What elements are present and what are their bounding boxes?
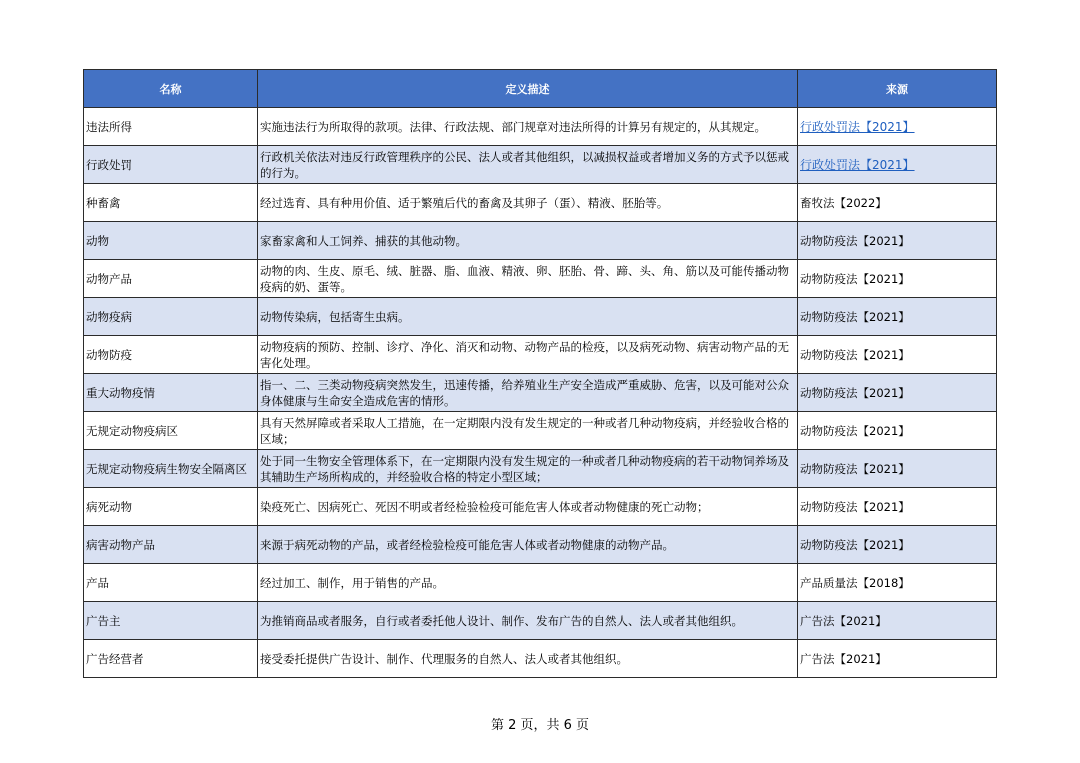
term-definition-cell: 动物的肉、生皮、原毛、绒、脏器、脂、血液、精液、卵、胚胎、骨、蹄、头、角、筋以及可能传播动物疫病的奶、蛋等。 bbox=[258, 260, 798, 298]
table-row bbox=[84, 374, 997, 412]
header-definition: 定义描述 bbox=[258, 70, 798, 108]
term-definition-cell: 家畜家禽和人工饲养、捕获的其他动物。 bbox=[258, 222, 798, 260]
table-row bbox=[84, 488, 997, 526]
term-definition-cell: 指一、二、三类动物疫病突然发生，迅速传播，给养殖业生产安全造成严重威胁、危害，以及可能对公众身体健康与生命安全造成危害的情形。 bbox=[258, 374, 798, 412]
table-row bbox=[84, 564, 997, 602]
term-source-cell: 畜牧法【2022】 bbox=[798, 184, 997, 222]
header-source: 来源 bbox=[798, 70, 997, 108]
table-row bbox=[84, 260, 997, 298]
term-source-cell[interactable] bbox=[798, 146, 997, 184]
term-source-cell: 广告法【2021】 bbox=[798, 640, 997, 678]
term-source-cell: 动物防疫法【2021】 bbox=[798, 374, 997, 412]
term-source-cell: 广告法【2021】 bbox=[798, 602, 997, 640]
term-name-cell: 产品 bbox=[84, 564, 258, 602]
header-name: 名称 bbox=[84, 70, 258, 108]
term-name-cell: 动物 bbox=[84, 222, 258, 260]
term-source-cell: 动物防疫法【2021】 bbox=[798, 488, 997, 526]
table-row bbox=[84, 222, 997, 260]
term-definition-cell: 动物疫病的预防、控制、诊疗、净化、消灭和动物、动物产品的检疫，以及病死动物、病害动物产品的无害化处理。 bbox=[258, 336, 798, 374]
term-source-cell: 动物防疫法【2021】 bbox=[798, 260, 997, 298]
term-name-cell: 广告主 bbox=[84, 602, 258, 640]
term-definition-cell: 具有天然屏障或者采取人工措施，在一定期限内没有发生规定的一种或者几种动物疫病，并经验收合格的区域； bbox=[258, 412, 798, 450]
term-name-cell: 动物产品 bbox=[84, 260, 258, 298]
table-row bbox=[84, 526, 997, 564]
page-number: 第 2 页，共 6 页 bbox=[490, 718, 590, 733]
term-definition-cell: 实施违法行为所取得的款项。法律、行政法规、部门规章对违法所得的计算另有规定的，从其规定。 bbox=[258, 108, 798, 146]
table-row bbox=[84, 602, 997, 640]
table-row bbox=[84, 298, 997, 336]
term-name-cell: 种畜禽 bbox=[84, 184, 258, 222]
table-row bbox=[84, 146, 997, 184]
term-name-cell: 动物疫病 bbox=[84, 298, 258, 336]
source-link[interactable]: 行政处罚法【2021】 bbox=[800, 157, 915, 172]
term-definition-cell: 处于同一生物安全管理体系下，在一定期限内没有发生规定的一种或者几种动物疫病的若干动物饲养场及其辅助生产场所构成的，并经验收合格的特定小型区域； bbox=[258, 450, 798, 488]
term-source-cell: 动物防疫法【2021】 bbox=[798, 526, 997, 564]
term-source-cell: 动物防疫法【2021】 bbox=[798, 336, 997, 374]
term-name-cell: 动物防疫 bbox=[84, 336, 258, 374]
term-source-cell: 产品质量法【2018】 bbox=[798, 564, 997, 602]
term-name-cell: 无规定动物疫病生物安全隔离区 bbox=[84, 450, 258, 488]
term-name-cell: 违法所得 bbox=[84, 108, 258, 146]
table-row bbox=[84, 450, 997, 488]
term-definition-cell: 经过加工、制作，用于销售的产品。 bbox=[258, 564, 798, 602]
term-definition-cell: 接受委托提供广告设计、制作、代理服务的自然人、法人或者其他组织。 bbox=[258, 640, 798, 678]
table-body bbox=[84, 108, 997, 678]
term-name-cell: 病害动物产品 bbox=[84, 526, 258, 564]
table-row bbox=[84, 184, 997, 222]
term-definition-cell: 为推销商品或者服务，自行或者委托他人设计、制作、发布广告的自然人、法人或者其他组织。 bbox=[258, 602, 798, 640]
term-source-cell: 动物防疫法【2021】 bbox=[798, 450, 997, 488]
term-name-cell: 无规定动物疫病区 bbox=[84, 412, 258, 450]
term-definition-cell: 经过选育、具有种用价值、适于繁殖后代的畜禽及其卵子（蛋）、精液、胚胎等。 bbox=[258, 184, 798, 222]
term-definition-cell: 动物传染病，包括寄生虫病。 bbox=[258, 298, 798, 336]
source-link[interactable]: 行政处罚法【2021】 bbox=[800, 119, 915, 134]
table-header-row bbox=[84, 70, 997, 108]
term-definition-cell: 行政机关依法对违反行政管理秩序的公民、法人或者其他组织，以减损权益或者增加义务的方式予以惩戒的行为。 bbox=[258, 146, 798, 184]
table-row bbox=[84, 412, 997, 450]
term-source-cell[interactable] bbox=[798, 108, 997, 146]
term-definition-cell: 染疫死亡、因病死亡、死因不明或者经检验检疫可能危害人体或者动物健康的死亡动物； bbox=[258, 488, 798, 526]
term-name-cell: 行政处罚 bbox=[84, 146, 258, 184]
term-source-cell: 动物防疫法【2021】 bbox=[798, 222, 997, 260]
term-name-cell: 病死动物 bbox=[84, 488, 258, 526]
table-row bbox=[84, 640, 997, 678]
definitions-table bbox=[83, 69, 997, 678]
term-name-cell: 广告经营者 bbox=[84, 640, 258, 678]
table-row bbox=[84, 108, 997, 146]
term-source-cell: 动物防疫法【2021】 bbox=[798, 412, 997, 450]
term-source-cell: 动物防疫法【2021】 bbox=[798, 298, 997, 336]
term-name-cell: 重大动物疫情 bbox=[84, 374, 258, 412]
table-row bbox=[84, 336, 997, 374]
term-definition-cell: 来源于病死动物的产品，或者经检验检疫可能危害人体或者动物健康的动物产品。 bbox=[258, 526, 798, 564]
